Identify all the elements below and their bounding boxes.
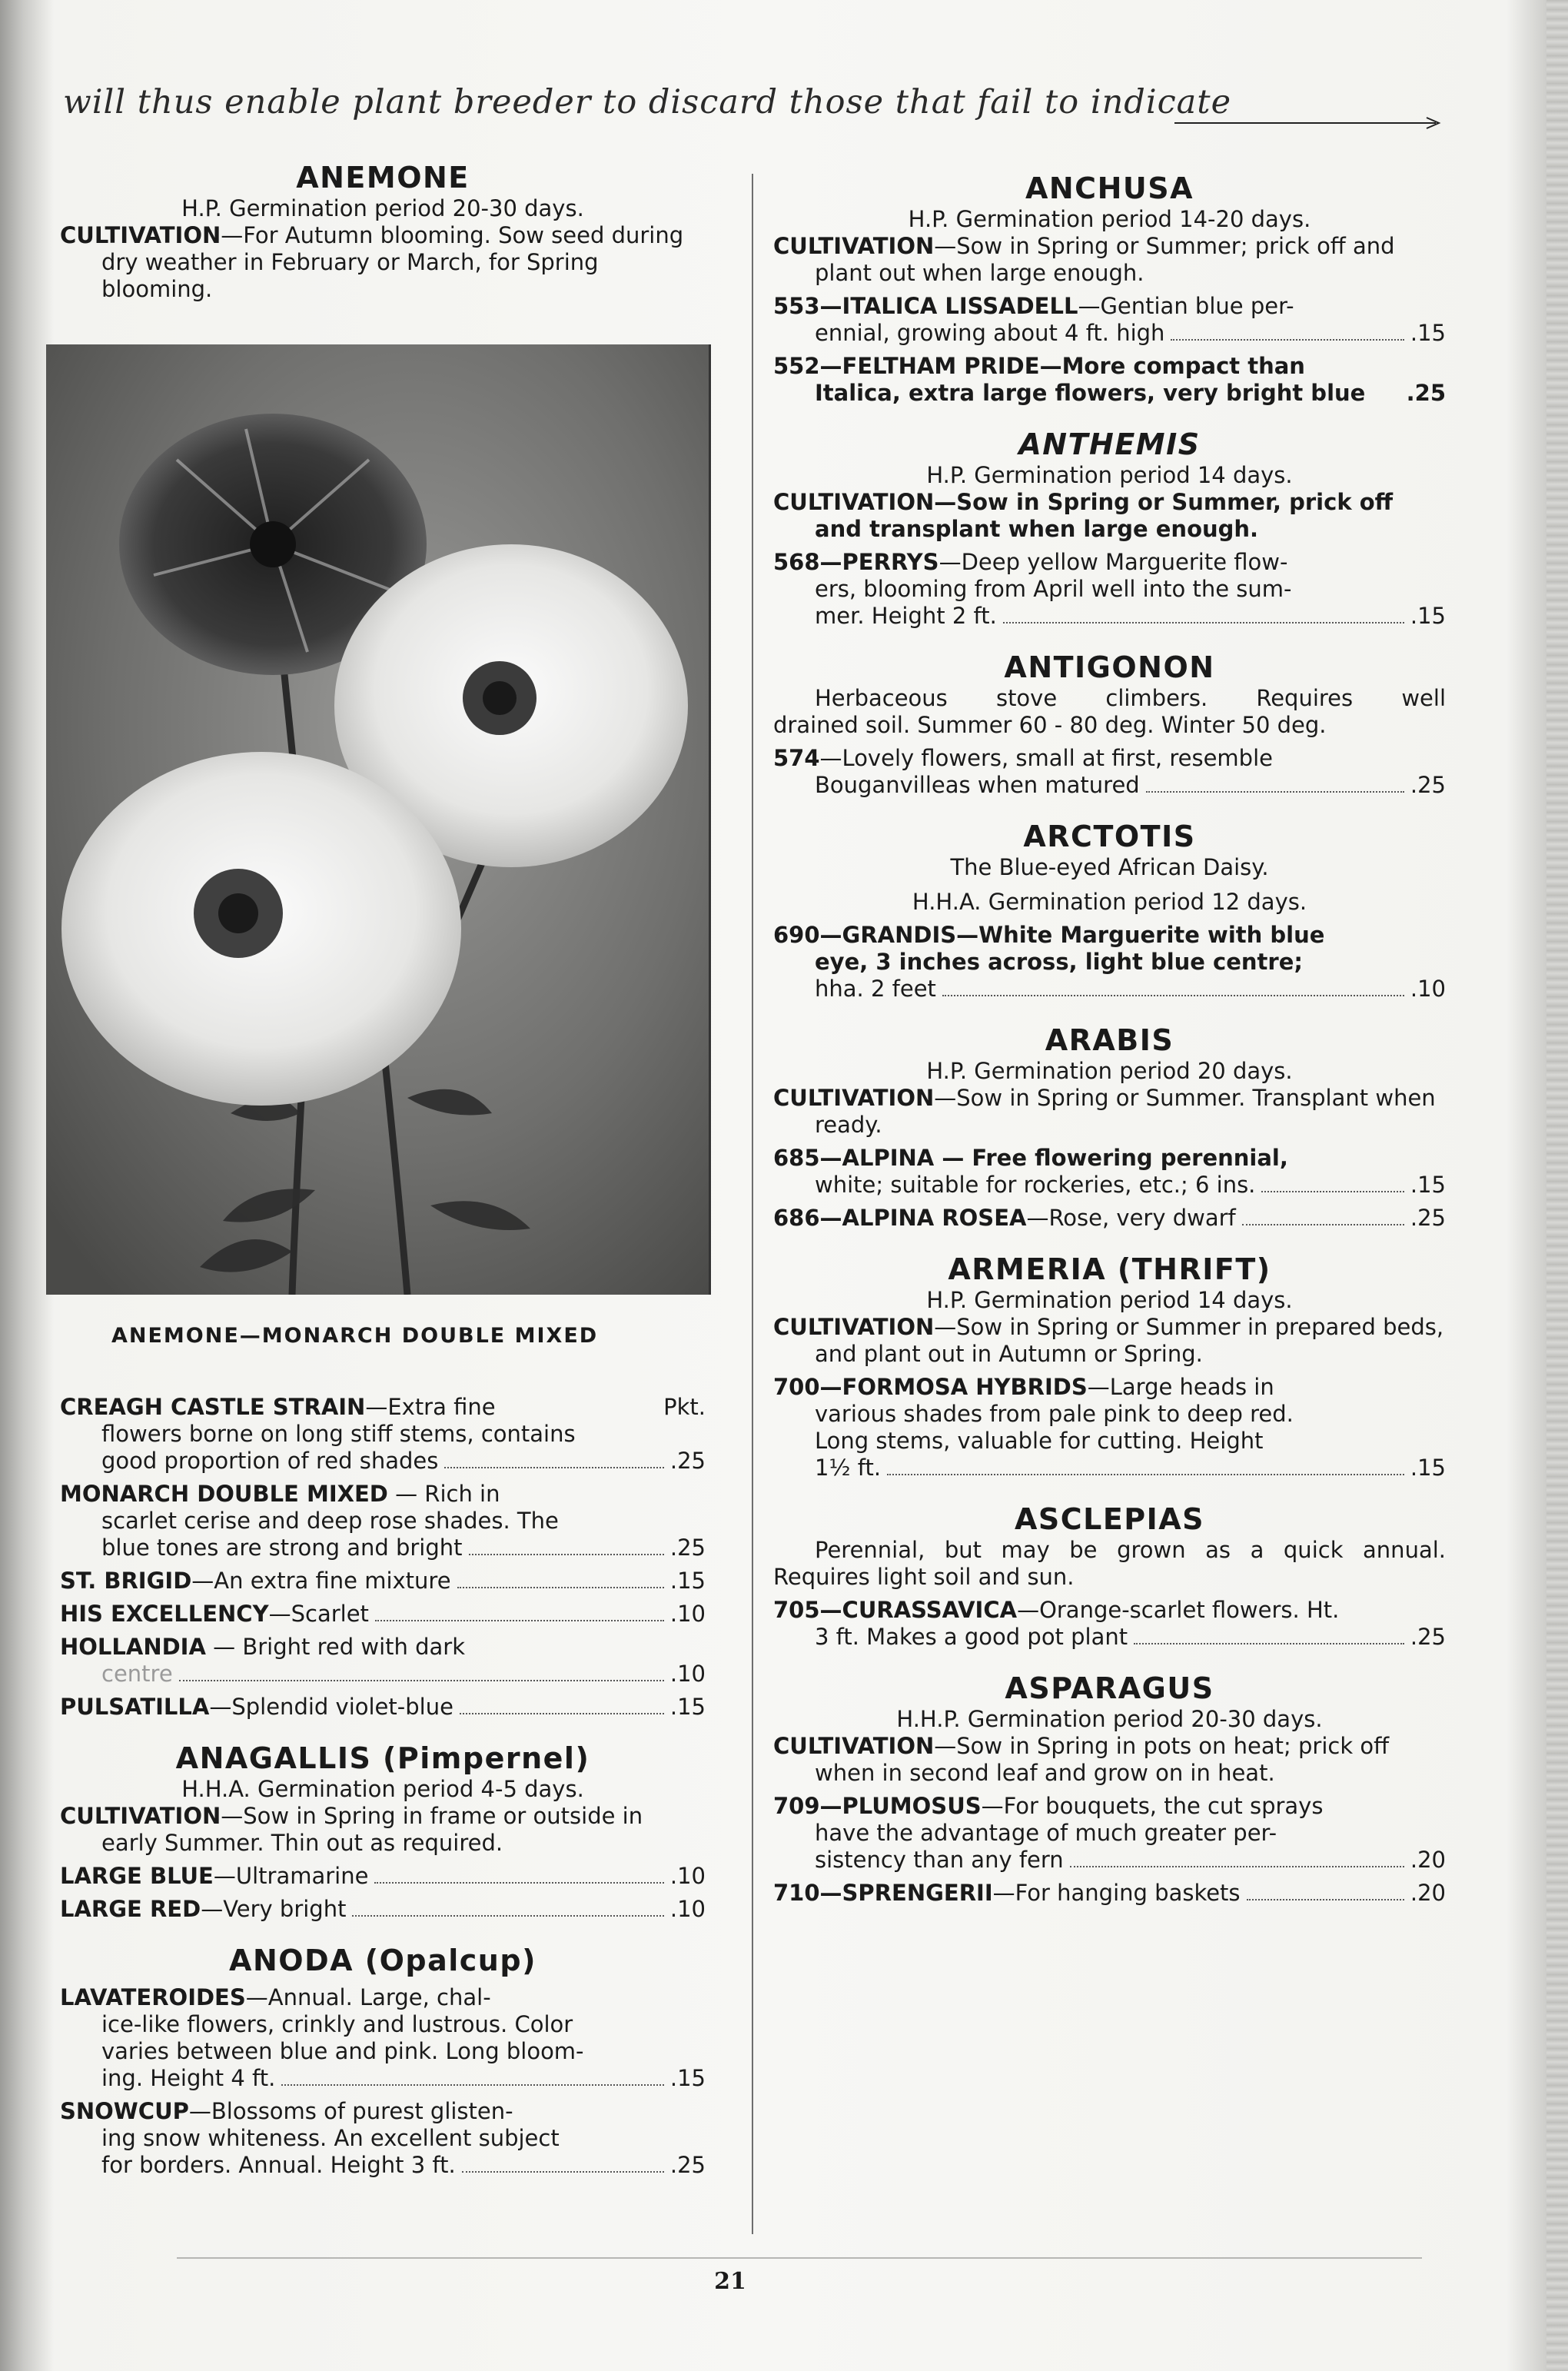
item-desc-cont: ice-like flowers, crinkly and lustrous. Color [101, 2011, 573, 2037]
item-price: .25 [1410, 1624, 1446, 1650]
item-desc-last: 3 ft. Makes a good pot plant [815, 1624, 1128, 1650]
cultivation-text: —Sow in Spring or Summer in prepared beds, and plant out in Autumn or Spring. [815, 1314, 1444, 1367]
page-number: 21 [714, 2268, 746, 2295]
bottom-rule [177, 2257, 1422, 2259]
item-desc-last: ing. Height 4 ft. [101, 2065, 276, 2091]
item-name: FELTHAM PRIDE [842, 353, 1040, 379]
item-number: 700 [773, 1374, 820, 1400]
germination-line: H.P. Germination period 14-20 days. [908, 206, 1311, 232]
cultivation-label: CULTIVATION [60, 222, 221, 248]
subtitle: The Blue-eyed African Daisy. [950, 854, 1269, 880]
list-item [60, 1394, 706, 1475]
right-column [773, 171, 1446, 1907]
item-desc: —Orange-scarlet flowers. Ht. [1017, 1597, 1340, 1623]
item-price: .15 [669, 1694, 706, 1720]
item-name: PLUMOSUS [842, 1793, 982, 1819]
cultivation-text: —Sow in Spring in pots on heat; prick off when in second leaf and grow on in heat. [815, 1733, 1390, 1786]
cultivation-note [60, 222, 706, 303]
list-item [60, 2098, 706, 2179]
item-desc-cont: have the advantage of much greater per- [815, 1820, 1277, 1846]
item-desc-cont: scarlet cerise and deep rose shades. The [101, 1508, 559, 1534]
cultivation-label: CULTIVATION [773, 489, 935, 515]
section-title: ANCHUSA [1025, 171, 1194, 205]
section-title: ANEMONE [296, 161, 470, 195]
item-desc: —Deep yellow Marguerite flow- [938, 549, 1288, 575]
item-desc-last: white; suitable for rockeries, etc.; 6 ins. [815, 1172, 1256, 1198]
item-number: 705 [773, 1597, 820, 1623]
germination-line: H.P. Germination period 14 days. [926, 1287, 1293, 1313]
item-price: .25 [669, 1448, 706, 1474]
item-number: 709 [773, 1793, 820, 1819]
cultivation-text: —Sow in Spring or Summer. Transplant when ready. [815, 1085, 1436, 1138]
section-title: ARMERIA (THRIFT) [948, 1252, 1271, 1286]
section-anchusa [773, 171, 1446, 407]
list-item [60, 1984, 706, 2092]
germination-line: H.H.P. Germination period 20-30 days. [896, 1706, 1323, 1732]
item-name: CURASSAVICA [842, 1597, 1018, 1623]
item-name: GRANDIS [842, 922, 957, 948]
item-desc: —Very bright [201, 1896, 347, 1922]
item-desc-cont: varies between blue and pink. Long bloom- [101, 2038, 584, 2064]
item-desc-cont: Long stems, valuable for cutting. Height [815, 1428, 1264, 1454]
list-item [60, 1863, 706, 1890]
item-desc-last: mer. Height 2 ft. [815, 603, 997, 629]
item-desc-last: sistency than any fern [815, 1847, 1064, 1873]
item-desc: —Splendid violet-blue [209, 1694, 453, 1720]
item-name: HOLLANDIA [60, 1634, 206, 1660]
list-item [60, 1481, 706, 1561]
list-item: 710—SPRENGERII—For hanging baskets .20 [773, 1880, 1446, 1906]
item-desc: —Annual. Large, chal- [245, 1984, 491, 2010]
section-title: ANAGALLIS (Pimpernel) [175, 1741, 590, 1775]
item-desc-last: Italica, extra large flowers, very bright blue [815, 380, 1366, 406]
item-name: ALPINA [842, 1145, 935, 1171]
intro-line: Herbaceous stove climbers. Requires well [815, 685, 1446, 711]
item-price: .20 [1410, 1880, 1446, 1906]
cultivation-label: CULTIVATION [773, 233, 935, 259]
item-desc: — Free flowering perennial, [934, 1145, 1288, 1171]
item-name: CREAGH CASTLE STRAIN [60, 1394, 366, 1420]
item-desc-last: good proportion of red shades [101, 1448, 439, 1474]
item-name: LAVATEROIDES [60, 1984, 246, 2010]
item-desc: —Blossoms of purest glisten- [188, 2098, 513, 2124]
item-price: .10 [669, 1863, 706, 1889]
section-arabis [773, 1023, 1446, 1232]
item-desc: —Extra fine [365, 1394, 496, 1420]
cultivation-note [60, 1803, 706, 1857]
item-price: .15 [1410, 603, 1446, 629]
intro-line: drained soil. Summer 60 - 80 deg. Winter 50 deg. [773, 712, 1327, 738]
section-asclepias [773, 1501, 1446, 1651]
page-header: will thus enable plant breeder to discard those that fail to indicate [63, 83, 1232, 121]
item-price: .15 [1410, 320, 1446, 346]
item-name: HIS EXCELLENCY [60, 1601, 269, 1627]
section-title: ANTHEMIS [1018, 427, 1201, 461]
item-desc: —Ultramarine [213, 1863, 369, 1889]
cultivation-text: —For Autumn blooming. Sow seed during dry weather in February or March, for Spring blooming. [101, 222, 684, 302]
item-desc: —Scarlet [268, 1601, 369, 1627]
item-price: .10 [669, 1661, 706, 1687]
section-anthemis [773, 427, 1446, 630]
list-item [60, 1634, 706, 1688]
item-desc-last: for borders. Annual. Height 3 ft. [101, 2152, 456, 2178]
item-desc: —Gentian blue per- [1078, 293, 1294, 319]
item-desc-cont: ing snow whiteness. An excellent subject [101, 2125, 560, 2151]
item-price: .15 [669, 2065, 706, 2091]
list-item: 686—ALPINA ROSEA—Rose, very dwarf .25 [773, 1205, 1446, 1231]
right-arrow-icon [1174, 115, 1445, 131]
list-item [60, 1568, 706, 1595]
cultivation-text: —Sow in Spring or Summer; prick off and plant out when large enough. [815, 233, 1395, 286]
item-price: .25 [1410, 1205, 1446, 1231]
item-price: .25 [669, 2152, 706, 2178]
item-desc: — Rich in [387, 1481, 500, 1507]
cultivation-note [773, 1733, 1446, 1787]
item-desc: —Rose, very dwarf [1026, 1205, 1236, 1231]
item-name: SPRENGERII [842, 1880, 993, 1906]
item-name: LARGE BLUE [60, 1863, 214, 1889]
item-price: .15 [1410, 1455, 1446, 1481]
item-price: .25 [669, 1535, 706, 1561]
section-anoda [60, 1943, 706, 2179]
item-desc: — Bright red with dark [205, 1634, 465, 1660]
list-item [773, 745, 1446, 799]
item-name: PERRYS [842, 549, 939, 575]
item-desc: —White Marguerite with blue [956, 922, 1325, 948]
item-name: PULSATILLA [60, 1694, 210, 1720]
cultivation-label: CULTIVATION [773, 1314, 935, 1340]
item-desc-last: blue tones are strong and bright [101, 1535, 463, 1561]
list-item: 690—GRANDIS—White Marguerite with blue eye, 3 inches across, light blue centre; hha. 2 feet .10 [773, 922, 1446, 1002]
item-desc-last: hha. 2 feet [815, 976, 936, 1002]
item-price: .15 [669, 1568, 706, 1594]
item-name: ALPINA ROSEA [842, 1205, 1027, 1231]
item-name: ST. BRIGID [60, 1568, 192, 1594]
item-number: 690 [773, 922, 820, 948]
list-item: 553—ITALICA LISSADELL—Gentian blue per- ennial, growing about 4 ft. high .15 [773, 293, 1446, 346]
cultivation-note [773, 1314, 1446, 1368]
item-desc-cont: various shades from pale pink to deep red. [815, 1401, 1294, 1427]
section-title: ANTIGONON [1004, 650, 1215, 684]
item-number: 685 [773, 1145, 820, 1171]
cultivation-note [773, 233, 1446, 287]
germination-line: H.P. Germination period 20 days. [926, 1058, 1293, 1084]
item-price: .20 [1410, 1847, 1446, 1873]
item-price: .10 [669, 1601, 706, 1627]
item-price: .25 [1406, 380, 1446, 406]
germination-line: H.H.A. Germination period 12 days. [912, 889, 1307, 915]
germination-line: H.P. Germination period 14 days. [926, 462, 1293, 488]
pkt-header: Pkt. [663, 1394, 706, 1420]
item-number: 568 [773, 549, 820, 575]
item-name: SNOWCUP [60, 2098, 189, 2124]
item-desc-last: centre [101, 1661, 173, 1687]
item-price: .10 [1410, 976, 1446, 1002]
list-item: 700—FORMOSA HYBRIDS—Large heads in various shades from pale pink to deep red. Long stems, valuable for cutting. Height 1½ ft. .15 [773, 1374, 1446, 1481]
item-desc-last: Bouganvilleas when matured [815, 772, 1140, 798]
item-number: 553 [773, 293, 820, 319]
item-desc: —Large heads in [1087, 1374, 1274, 1400]
cultivation-text: —Sow in Spring or Summer, prick off and transplant when large enough. [815, 489, 1394, 542]
list-item [60, 1601, 706, 1628]
list-item [60, 1694, 706, 1721]
item-desc: —More compact than [1039, 353, 1305, 379]
item-desc-cont: ers, blooming from April well into the sum- [815, 576, 1292, 602]
germination-line: H.P. Germination period 20-30 days. [181, 195, 584, 221]
item-number: 574 [773, 745, 820, 771]
item-desc: —An extra fine mixture [191, 1568, 451, 1594]
list-item: 705—CURASSAVICA—Orange-scarlet flowers. Ht. 3 ft. Makes a good pot plant .25 [773, 1597, 1446, 1650]
item-price: .25 [1410, 772, 1446, 798]
item-number: 552 [773, 353, 820, 379]
item-name: ITALICA LISSADELL [842, 293, 1078, 319]
photo-caption: ANEMONE—MONARCH DOUBLE MIXED [111, 1324, 599, 1348]
book-spine-edge [1546, 0, 1568, 2371]
intro-line: Requires light soil and sun. [773, 1564, 1075, 1590]
section-title: ARCTOTIS [1023, 820, 1196, 853]
item-number: 710 [773, 1880, 820, 1906]
item-desc-cont: eye, 3 inches across, light blue centre; [815, 949, 1303, 975]
cultivation-note [773, 1085, 1446, 1139]
anemone-price-list [60, 1394, 706, 1721]
section-title: ANODA (Opalcup) [229, 1944, 537, 1977]
list-item: 685—ALPINA — Free flowering perennial, white; suitable for rockeries, etc.; 6 ins. .15 [773, 1145, 1446, 1198]
germination-line: H.H.A. Germination period 4-5 days. [181, 1776, 584, 1802]
item-desc-cont: flowers borne on long stiff stems, contains [101, 1421, 576, 1447]
item-price: .10 [669, 1896, 706, 1922]
section-antigonon [773, 650, 1446, 799]
section-title: ASPARAGUS [1005, 1671, 1214, 1705]
section-title: ASCLEPIAS [1014, 1502, 1205, 1536]
item-name: MONARCH DOUBLE MIXED [60, 1481, 388, 1507]
intro-line: Perennial, but may be grown as a quick annual. [815, 1537, 1446, 1563]
item-price: .15 [1410, 1172, 1446, 1198]
section-asparagus [773, 1671, 1446, 1907]
cultivation-text: —Sow in Spring in frame or outside in early Summer. Thin out as required. [101, 1803, 643, 1856]
item-desc-last: ennial, growing about 4 ft. high [815, 320, 1165, 346]
item-number: 686 [773, 1205, 820, 1231]
column-divider [752, 174, 753, 2234]
section-armeria [773, 1252, 1446, 1481]
list-item: 709—PLUMOSUS—For bouquets, the cut sprays have the advantage of much greater per- sistency than any fern .20 [773, 1793, 1446, 1873]
section-arctotis [773, 819, 1446, 1003]
left-column [60, 160, 706, 303]
anemone-flower-photo [46, 344, 711, 1295]
item-desc: —For hanging baskets [992, 1880, 1241, 1906]
list-item: 552—FELTHAM PRIDE—More compact than Italica, extra large flowers, very bright blue .25 [773, 353, 1446, 406]
item-name: FORMOSA HYBRIDS [842, 1374, 1088, 1400]
section-anemone [60, 160, 706, 303]
cultivation-label: CULTIVATION [773, 1733, 935, 1759]
cultivation-label: CULTIVATION [773, 1085, 935, 1111]
list-item: 568—PERRYS—Deep yellow Marguerite flow- ers, blooming from April well into the sum- mer. Height 2 ft. .15 [773, 549, 1446, 629]
cultivation-label: CULTIVATION [60, 1803, 221, 1829]
section-anagallis [60, 1741, 706, 1923]
item-name: LARGE RED [60, 1896, 201, 1922]
item-desc-last: 1½ ft. [815, 1455, 882, 1481]
cultivation-note [773, 489, 1446, 543]
list-item [60, 1896, 706, 1923]
left-column-lower [60, 1388, 706, 2179]
section-title: ARABIS [1045, 1023, 1174, 1057]
item-desc: —Lovely flowers, small at first, resemble [819, 745, 1273, 771]
white-anemone-bloom-left [61, 752, 461, 1106]
item-desc: —For bouquets, the cut sprays [981, 1793, 1324, 1819]
